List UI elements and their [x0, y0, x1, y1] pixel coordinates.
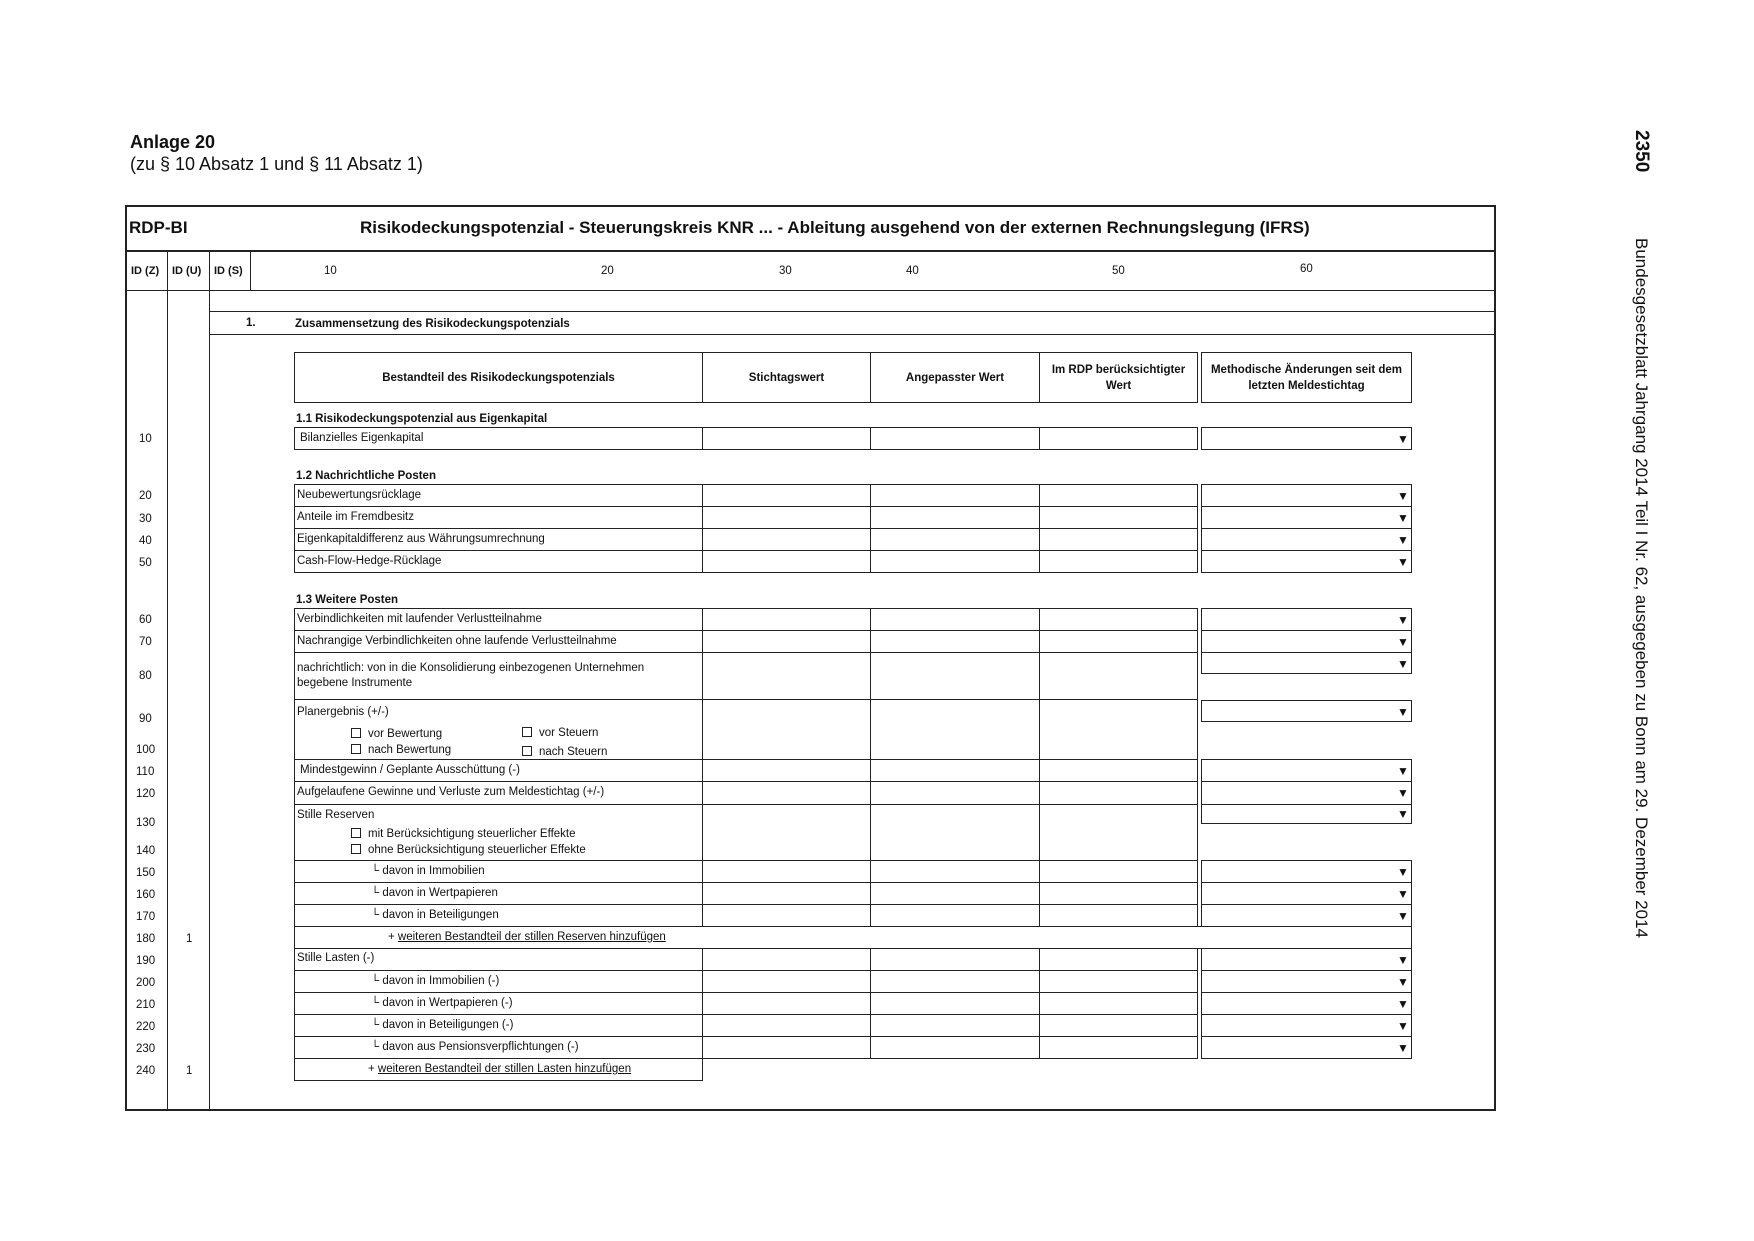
row-20-rdp-wert-input[interactable]: [1039, 484, 1198, 507]
row-90-vor-steuern-checkbox[interactable]: vor Steuern: [522, 726, 598, 740]
row-240-u-value: 1: [186, 1065, 193, 1077]
row-30-stichtagswert-input[interactable]: [702, 506, 871, 529]
row-160-rdp-wert-input[interactable]: [1039, 882, 1198, 905]
row-id-150: 150: [136, 867, 156, 879]
row-220-methodik-dropdown[interactable]: [1201, 1014, 1412, 1037]
col-number-10: 10: [324, 265, 337, 277]
row-150-label-cell: [294, 860, 703, 883]
row-120-rdp-wert-input[interactable]: [1039, 781, 1198, 805]
row-230-stichtagswert-input[interactable]: [702, 1036, 871, 1059]
row-50-angepasster-wert-input[interactable]: [870, 550, 1040, 573]
row-30-label: Anteile im Fremdbesitz: [297, 511, 414, 523]
checkbox-icon: [351, 844, 361, 854]
id-s-divider: [250, 250, 251, 290]
row-10-angepasster-wert-input[interactable]: [870, 427, 1040, 450]
row-170-rdp-wert-input[interactable]: [1039, 904, 1198, 927]
row-110-label: Mindestgewinn / Geplante Ausschüttung (-): [300, 764, 520, 776]
row-230-dropdown-arrow-icon[interactable]: ▼: [1397, 1041, 1409, 1055]
row-150-angepasster-wert-input[interactable]: [870, 860, 1040, 883]
checkbox-icon: [522, 746, 532, 756]
row-190-label: Stille Lasten (-): [297, 952, 375, 964]
row-150-methodik-dropdown[interactable]: [1201, 860, 1412, 883]
row-90-vor-bewertung-checkbox[interactable]: vor Bewertung: [351, 727, 442, 741]
row-110-rdp-wert-input[interactable]: [1039, 759, 1198, 782]
row-80-dropdown-arrow-icon[interactable]: ▼: [1397, 657, 1409, 671]
row-20-stichtagswert-input[interactable]: [702, 484, 871, 507]
row-20-angepasster-wert-input[interactable]: [870, 484, 1040, 507]
row-id-20: 20: [139, 490, 152, 502]
row-210-methodik-dropdown[interactable]: [1201, 992, 1412, 1015]
annex-title: Anlage 20: [130, 132, 216, 152]
row-40-stichtagswert-input[interactable]: [702, 528, 871, 551]
row-100-nach-bewertung-checkbox[interactable]: nach Bewertung: [351, 743, 451, 757]
row-10-stichtagswert-input[interactable]: [702, 427, 871, 450]
row-40-dropdown-arrow-icon[interactable]: ▼: [1397, 533, 1409, 547]
row-80-label-line2: begebene Instrumente: [297, 677, 413, 689]
row-50-dropdown-arrow-icon[interactable]: ▼: [1397, 555, 1409, 569]
row-20-dropdown-arrow-icon[interactable]: ▼: [1397, 489, 1409, 503]
checkbox-icon: [522, 727, 532, 737]
row-90-methodik-dropdown[interactable]: [1201, 700, 1412, 722]
subsection-1-1: 1.1 Risikodeckungspotenzial aus Eigenkapital: [296, 413, 548, 425]
checkbox-icon: [351, 744, 361, 754]
row-120-dropdown-arrow-icon[interactable]: ▼: [1397, 786, 1409, 800]
plus-icon: +: [368, 1063, 375, 1075]
row-120-stichtagswert-input[interactable]: [702, 781, 871, 805]
row-id-160: 160: [136, 889, 156, 901]
id-z-divider: [167, 250, 168, 1110]
row-220-rdp-wert-input[interactable]: [1039, 1014, 1198, 1037]
id-s-header: ID (S): [214, 265, 243, 277]
row-150-label: └ davon in Immobilien: [371, 865, 485, 877]
col-number-30: 30: [779, 265, 792, 277]
row-130-mit-steuer-checkbox[interactable]: mit Berücksichtigung steuerlicher Effekte: [351, 827, 576, 841]
col-number-50: 50: [1112, 265, 1125, 277]
row-200-label: └ davon in Immobilien (-): [371, 975, 500, 987]
row-170-angepasster-wert-input[interactable]: [870, 904, 1040, 927]
form-code: RDP-BI: [129, 218, 188, 237]
row-id-240: 240: [136, 1065, 156, 1077]
running-header: Bundesgesetzblatt Jahrgang 2014 Teil I Nr. 62, ausgegeben zu Bonn am 29. Dezember 2014: [1632, 238, 1651, 938]
row-40-label: Eigenkapitaldifferenz aus Währungsumrechnung: [297, 533, 545, 545]
header-component: Bestandteil des Risikodeckungspotenzials: [294, 352, 703, 403]
row-140-ohne-steuer-checkbox[interactable]: ohne Berücksichtigung steuerlicher Effekte: [351, 843, 586, 857]
row-90-stichtagswert-input[interactable]: [702, 699, 871, 760]
row-200-methodik-dropdown[interactable]: [1201, 970, 1412, 993]
row-190-angepasster-wert-input[interactable]: [870, 948, 1040, 971]
row-id-50: 50: [139, 557, 152, 569]
row-190-methodik-dropdown[interactable]: [1201, 948, 1412, 971]
row-90-rdp-wert-input[interactable]: [1039, 699, 1198, 760]
row-10-rdp-wert-input[interactable]: [1039, 427, 1198, 450]
row-30-rdp-wert-input[interactable]: [1039, 506, 1198, 529]
row-160-dropdown-arrow-icon[interactable]: ▼: [1397, 887, 1409, 901]
row-70-dropdown-arrow-icon[interactable]: ▼: [1397, 635, 1409, 649]
row-190-dropdown-arrow-icon[interactable]: ▼: [1397, 953, 1409, 967]
row-100-nach-steuern-checkbox[interactable]: nach Steuern: [522, 745, 607, 759]
row-230-rdp-wert-input[interactable]: [1039, 1036, 1198, 1059]
col-number-40: 40: [906, 265, 919, 277]
checkbox-icon: [351, 728, 361, 738]
row-130-angepasster-wert-input[interactable]: [870, 804, 1040, 861]
row-50-methodik-dropdown[interactable]: [1201, 550, 1412, 573]
row-id-10: 10: [139, 433, 152, 445]
title-divider: [125, 250, 1496, 252]
row-170-label: └ davon in Beteiligungen: [371, 909, 499, 921]
row-60-dropdown-arrow-icon[interactable]: ▼: [1397, 613, 1409, 627]
section-number: 1.: [246, 317, 256, 329]
row-110-angepasster-wert-input[interactable]: [870, 759, 1040, 782]
row-240-add-burden-link[interactable]: + weiteren Bestandteil der stillen Lasten hinzufügen: [368, 1063, 632, 1075]
section-divider-bottom: [209, 334, 1496, 335]
row-id-110: 110: [136, 766, 155, 778]
row-30-dropdown-arrow-icon[interactable]: ▼: [1397, 511, 1409, 525]
row-210-label: └ davon in Wertpapieren (-): [371, 997, 513, 1009]
row-150-dropdown-arrow-icon[interactable]: ▼: [1397, 865, 1409, 879]
header-angepasster-wert: Angepasster Wert: [870, 352, 1040, 403]
row-190-stichtagswert-input[interactable]: [702, 948, 871, 971]
row-130-dropdown-arrow-icon[interactable]: ▼: [1397, 807, 1409, 821]
id-z-header: ID (Z): [131, 265, 160, 277]
row-id-190: 190: [136, 955, 156, 967]
row-90-angepasster-wert-input[interactable]: [870, 699, 1040, 760]
section-divider-top: [209, 311, 1496, 312]
row-id-70: 70: [139, 636, 152, 648]
row-70-label: Nachrangige Verbindlichkeiten ohne laufende Verlustteilnahme: [297, 635, 617, 647]
row-10-methodik-dropdown[interactable]: [1201, 427, 1412, 450]
row-id-80: 80: [139, 670, 152, 682]
row-110-dropdown-arrow-icon[interactable]: ▼: [1397, 764, 1409, 778]
row-60-methodik-dropdown[interactable]: [1201, 608, 1412, 631]
row-220-dropdown-arrow-icon[interactable]: ▼: [1397, 1019, 1409, 1033]
row-200-rdp-wert-input[interactable]: [1039, 970, 1198, 993]
row-30-methodik-dropdown[interactable]: [1201, 506, 1412, 529]
row-130-stichtagswert-input[interactable]: [702, 804, 871, 861]
row-80-stichtagswert-input[interactable]: [702, 652, 871, 700]
row-80-angepasster-wert-input[interactable]: [870, 652, 1040, 700]
row-id-100: 100: [136, 744, 156, 756]
row-150-rdp-wert-input[interactable]: [1039, 860, 1198, 883]
form-title: Risikodeckungspotenzial - Steuerungskreis KNR ... - Ableitung ausgehend von der externen Rechnungslegung (IFRS): [360, 218, 1310, 237]
row-130-rdp-wert-input[interactable]: [1039, 804, 1198, 861]
row-40-rdp-wert-input[interactable]: [1039, 528, 1198, 551]
row-70-rdp-wert-input[interactable]: [1039, 630, 1198, 653]
row-90-dropdown-arrow-icon[interactable]: ▼: [1397, 705, 1409, 719]
row-10-dropdown-arrow-icon[interactable]: ▼: [1397, 432, 1409, 446]
row-id-170: 170: [136, 911, 156, 923]
row-220-stichtagswert-input[interactable]: [702, 1014, 871, 1037]
row-220-label: └ davon in Beteiligungen (-): [371, 1019, 514, 1031]
row-20-label: Neubewertungsrücklage: [297, 489, 422, 501]
row-170-stichtagswert-input[interactable]: [702, 904, 871, 927]
row-120-methodik-dropdown[interactable]: [1201, 781, 1412, 805]
row-160-angepasster-wert-input[interactable]: [870, 882, 1040, 905]
row-id-230: 230: [136, 1043, 156, 1055]
row-70-stichtagswert-input[interactable]: [702, 630, 871, 653]
row-210-angepasster-wert-input[interactable]: [870, 992, 1040, 1015]
page-number: 2350: [1631, 130, 1652, 173]
row-130-methodik-dropdown[interactable]: [1201, 804, 1412, 824]
row-60-rdp-wert-input[interactable]: [1039, 608, 1198, 631]
row-60-angepasster-wert-input[interactable]: [870, 608, 1040, 631]
row-230-angepasster-wert-input[interactable]: [870, 1036, 1040, 1059]
plus-icon: +: [388, 931, 395, 943]
col-number-20: 20: [601, 265, 614, 277]
row-210-rdp-wert-input[interactable]: [1039, 992, 1198, 1015]
row-10-label: Bilanzielles Eigenkapital: [300, 432, 424, 444]
header-methodische-aenderungen: Methodische Änderungen seit dem letzten Meldestichtag: [1201, 352, 1412, 403]
row-170-methodik-dropdown[interactable]: [1201, 904, 1412, 927]
row-id-40: 40: [139, 535, 152, 547]
header-divider: [125, 290, 1496, 291]
row-90-label: Planergebnis (+/-): [297, 706, 389, 718]
row-id-180: 180: [136, 933, 156, 945]
row-230-label: └ davon aus Pensionsverpflichtungen (-): [371, 1041, 579, 1053]
row-200-stichtagswert-input[interactable]: [702, 970, 871, 993]
row-id-120: 120: [136, 788, 156, 800]
row-160-methodik-dropdown[interactable]: [1201, 882, 1412, 905]
checkbox-icon: [351, 828, 361, 838]
row-id-60: 60: [139, 614, 152, 626]
row-200-angepasster-wert-input[interactable]: [870, 970, 1040, 993]
row-80-methodik-dropdown[interactable]: [1201, 652, 1412, 674]
row-id-200: 200: [136, 977, 156, 989]
row-70-methodik-dropdown[interactable]: [1201, 630, 1412, 653]
row-210-dropdown-arrow-icon[interactable]: ▼: [1397, 997, 1409, 1011]
section-title: Zusammensetzung des Risikodeckungspotenzials: [295, 318, 570, 330]
row-20-methodik-dropdown[interactable]: [1201, 484, 1412, 507]
row-60-stichtagswert-input[interactable]: [702, 608, 871, 631]
row-220-angepasster-wert-input[interactable]: [870, 1014, 1040, 1037]
row-40-methodik-dropdown[interactable]: [1201, 528, 1412, 551]
row-120-angepasster-wert-input[interactable]: [870, 781, 1040, 805]
id-u-divider: [209, 250, 210, 1110]
row-110-stichtagswert-input[interactable]: [702, 759, 871, 782]
row-70-angepasster-wert-input[interactable]: [870, 630, 1040, 653]
row-160-label-cell: [294, 882, 703, 905]
row-200-dropdown-arrow-icon[interactable]: ▼: [1397, 975, 1409, 989]
subsection-1-3: 1.3 Weitere Posten: [296, 594, 399, 606]
row-id-90: 90: [139, 713, 152, 725]
row-180-add-reserve-link[interactable]: + weiteren Bestandteil der stillen Reserven hinzufügen: [388, 931, 666, 943]
row-id-210: 210: [136, 999, 156, 1011]
id-u-header: ID (U): [172, 265, 202, 277]
row-50-label: Cash-Flow-Hedge-Rücklage: [297, 555, 442, 567]
row-130-label: Stille Reserven: [297, 809, 375, 821]
header-stichtagswert: Stichtagswert: [702, 352, 871, 403]
row-id-130: 130: [136, 817, 156, 829]
row-id-140: 140: [136, 845, 156, 857]
row-210-stichtagswert-input[interactable]: [702, 992, 871, 1015]
row-150-stichtagswert-input[interactable]: [702, 860, 871, 883]
row-id-30: 30: [139, 513, 152, 525]
annex-subtitle: (zu § 10 Absatz 1 und § 11 Absatz 1): [130, 154, 423, 174]
row-110-methodik-dropdown[interactable]: [1201, 759, 1412, 782]
row-80-label-line1: nachrichtlich: von in die Konsolidierung einbezogenen Unternehmen: [297, 662, 645, 674]
row-160-stichtagswert-input[interactable]: [702, 882, 871, 905]
row-id-220: 220: [136, 1021, 156, 1033]
row-160-label: └ davon in Wertpapieren: [371, 887, 498, 899]
row-190-rdp-wert-input[interactable]: [1039, 948, 1198, 971]
row-180-u-value: 1: [186, 933, 193, 945]
row-30-angepasster-wert-input[interactable]: [870, 506, 1040, 529]
header-rdp-wert: Im RDP berücksichtigter Wert: [1039, 352, 1198, 403]
row-80-rdp-wert-input[interactable]: [1039, 652, 1198, 700]
row-170-dropdown-arrow-icon[interactable]: ▼: [1397, 909, 1409, 923]
row-50-rdp-wert-input[interactable]: [1039, 550, 1198, 573]
row-60-label: Verbindlichkeiten mit laufender Verlustteilnahme: [297, 613, 542, 625]
row-40-angepasster-wert-input[interactable]: [870, 528, 1040, 551]
row-50-stichtagswert-input[interactable]: [702, 550, 871, 573]
col-number-60: 60: [1300, 263, 1313, 275]
row-120-label: Aufgelaufene Gewinne und Verluste zum Meldestichtag (+/-): [297, 786, 605, 798]
subsection-1-2: 1.2 Nachrichtliche Posten: [296, 470, 436, 482]
row-230-methodik-dropdown[interactable]: [1201, 1036, 1412, 1059]
